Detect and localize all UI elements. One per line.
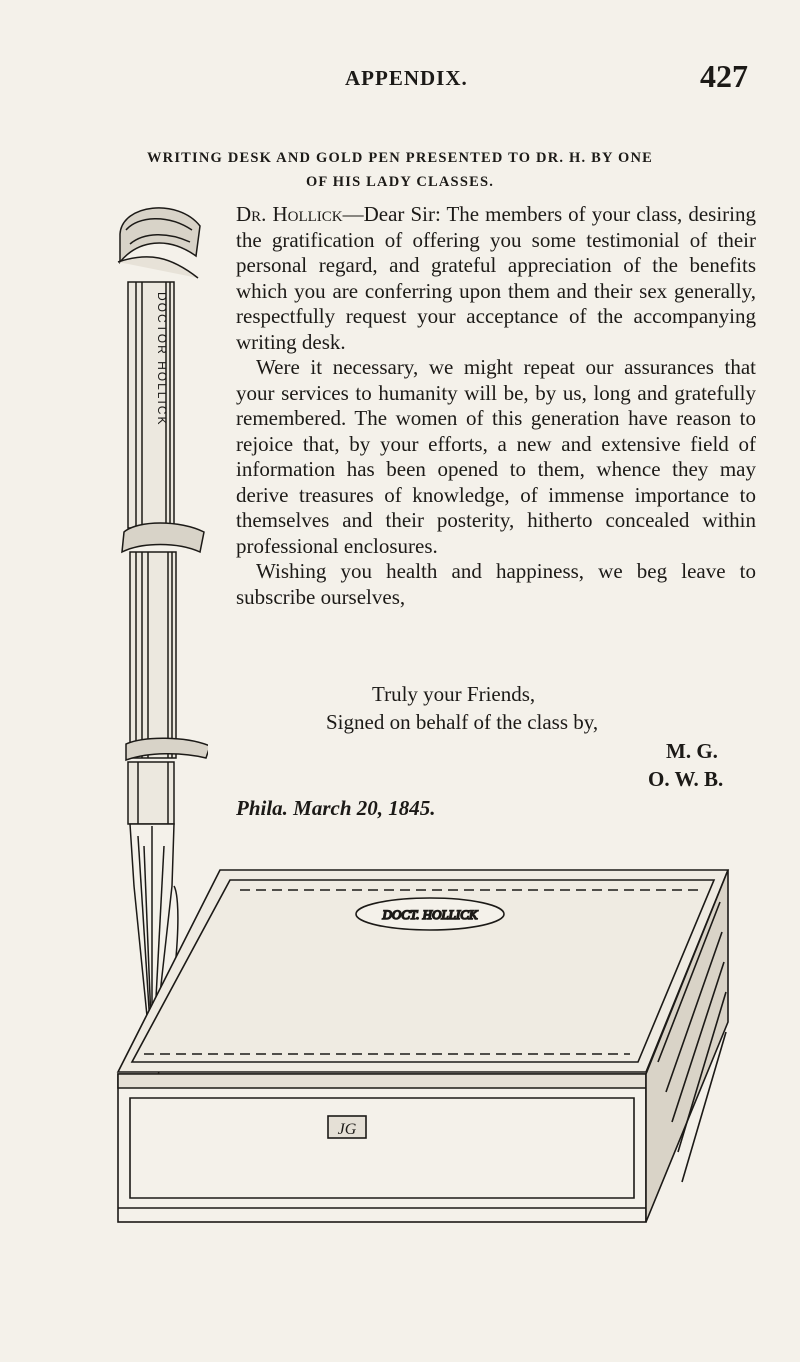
desk-plate-text: DOCT. HOLLICK — [382, 907, 478, 922]
heading-line-2: OF HIS LADY CLASSES. — [305, 174, 495, 190]
pen-engraving-text: DOCTOR HOLLICK — [155, 292, 169, 427]
letter-paragraph-2: Were it necessary, we might repeat our assurances that your services to humanity will be, by us, long and gratefully remembered. The women of this generation have reason to rejoice that, by your efforts, a new and extensive field of information has been opened to them, whence they may derive treasures of knowledge, of immense importance to themselves and their posterity, hitherto concealed within professional enclosures. — [236, 355, 756, 558]
signed-line: Signed on behalf of the class by, — [326, 710, 599, 734]
letter-body — [236, 202, 756, 610]
running-head: APPENDIX. — [345, 66, 468, 90]
signer-initials-1: M. G. — [666, 739, 718, 763]
page-header — [0, 58, 800, 98]
letter-paragraph-3: Wishing you health and happiness, we beg leave to subscribe ourselves, — [236, 559, 756, 609]
page-number: 427 — [700, 58, 748, 94]
section-heading — [40, 146, 760, 194]
signer-initials-2: O. W. B. — [648, 767, 724, 791]
salutation-text: —Dear Sir: The members of your class, desiring the gratification of offering you some testimonial of their personal regard, and grateful appreciation of the benefits which you are conferring upon them and their sex generally, respectfully request your acceptance of the accompanying writing desk. — [236, 202, 756, 354]
closing-line: Truly your Friends, — [372, 682, 536, 706]
salutation-name: Dr. Hollick — [236, 202, 343, 226]
heading-line-1: WRITING DESK AND GOLD PEN PRESENTED TO DR. H. BY ONE — [146, 150, 654, 166]
letter-paragraph-1 — [236, 202, 756, 355]
writing-desk-illustration — [110, 862, 736, 1230]
place-date: Phila. March 20, 1845. — [236, 796, 436, 820]
desk-monogram: JG — [337, 1121, 357, 1138]
